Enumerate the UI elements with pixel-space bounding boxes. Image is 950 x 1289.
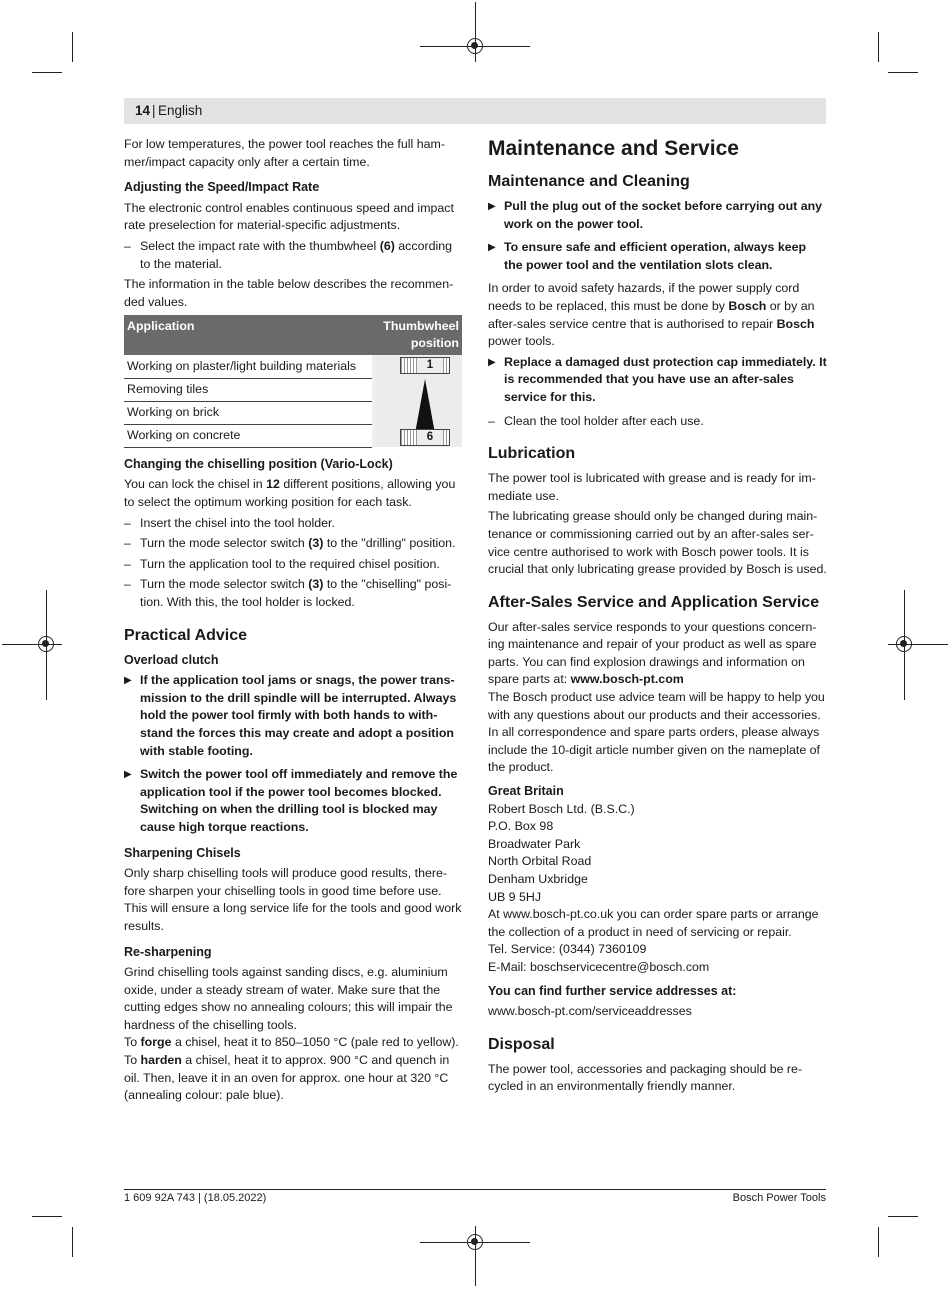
crop-mark xyxy=(888,1216,918,1217)
sharpen-heading: Sharpening Chisels xyxy=(124,845,241,860)
gb-text: At www.bosch-pt.co.uk you can order spare parts or arrange the collection of a product in need of servicing or repair. xyxy=(488,907,819,939)
vario-step: – Turn the mode selector switch (3) to the "chiselling" position. With this, the tool holder is locked. xyxy=(124,576,464,611)
table-row xyxy=(124,355,462,378)
table-cell: Working on plaster/light building materials xyxy=(124,355,372,378)
page-number: 14 xyxy=(135,103,151,118)
further-link[interactable]: www.bosch-pt.com/serviceaddresses xyxy=(488,1004,692,1019)
speed-text: The electronic control enables continuous speed and impact rate preselection for material-specific adjustments. xyxy=(124,200,454,233)
thumbwheel-icon: 6 xyxy=(400,429,450,446)
table-intro: The information in the table below describes the recommended values. xyxy=(124,277,454,309)
intro-text: For low temperatures, the power tool reaches the full hammer/impact capacity only after a certain time. xyxy=(124,137,445,169)
address-line: Robert Bosch Ltd. (B.S.C.) xyxy=(488,801,635,816)
address-line: North Orbital Road xyxy=(488,854,592,869)
registration-target-icon xyxy=(467,1234,483,1250)
service-text: In all correspondence and spare parts orders, please always include the 10‑digit article number given on the nameplate of the product. xyxy=(488,725,821,775)
vario-step: – Turn the mode selector switch (3) to the "drilling" position. xyxy=(124,535,464,553)
disposal-heading: Disposal xyxy=(488,1035,555,1053)
address-line: Broadwater Park xyxy=(488,836,581,851)
sharpen-text: Only sharp chiselling tools will produce good results, therefore sharpen your chiselling tools in good time before use. This will ensure a long service life for the tools and good work results. xyxy=(124,866,462,933)
table-header-application: Application xyxy=(124,315,372,355)
header-separator: | xyxy=(152,103,156,118)
vario-step: – Turn the application tool to the required chisel position. xyxy=(124,556,464,574)
gb-tel: Tel. Service: (0344) 7360109 xyxy=(488,942,647,957)
address-line: UB 9 5HJ xyxy=(488,889,542,904)
cleaning-heading: Maintenance and Cleaning xyxy=(488,173,690,190)
address-line: Denham Uxbridge xyxy=(488,872,588,886)
impact-rate-table xyxy=(124,315,462,448)
service-link[interactable]: www.bosch-pt.com xyxy=(570,672,684,687)
address-line: P.O. Box 98 xyxy=(488,819,554,834)
left-column xyxy=(124,136,464,1108)
resharpen-text: Grind chiselling tools against sanding discs, e.g. aluminium oxide, under a steady stream of water. Make sure that the cutting edges show no annealing colours; this will impair the hardness of the chiselling tools. xyxy=(124,965,453,1032)
crop-mark xyxy=(878,32,879,62)
table-cell: Working on brick xyxy=(124,401,372,424)
page-header xyxy=(124,98,826,124)
overload-heading: Overload clutch xyxy=(124,652,219,667)
speed-step: – Select the impact rate with the thumbwheel (6) according to the material. xyxy=(124,238,464,273)
footer-doc-number: 1 609 92A 743 | (18.05.2022) xyxy=(124,1192,267,1204)
lube-heading: Lubrication xyxy=(488,445,576,463)
crop-mark xyxy=(72,32,73,62)
footer-rule xyxy=(124,1189,826,1190)
crop-mark xyxy=(72,1227,73,1257)
vario-step: – Insert the chisel into the tool holder. xyxy=(124,515,464,533)
registration-target-icon xyxy=(38,636,54,652)
resharpen-heading: Re-sharpening xyxy=(124,944,212,959)
crop-mark xyxy=(878,1227,879,1257)
page-language: English xyxy=(158,103,203,118)
table-cell: Removing tiles xyxy=(124,378,372,401)
vario-text: You can lock the chisel in 12 different positions, allowing you to select the optimum working position for each task. xyxy=(124,477,456,510)
warning-item: ▶ Pull the plug out of the socket before carrying out any work on the power tool. xyxy=(488,198,828,233)
warning-item: ▶ To ensure safe and efficient operation, always keep the power tool and the ventilation slots clean. xyxy=(488,239,828,274)
further-heading: You can find further service addresses at: xyxy=(488,983,737,998)
warning-item: ▶ Replace a damaged dust protection cap immediately. It is recommended that you have use an after-sales service for this. xyxy=(488,354,828,407)
speed-heading: Adjusting the Speed/Impact Rate xyxy=(124,180,320,195)
maintenance-heading: Maintenance and Service xyxy=(488,137,739,160)
warning-item: ▶ Switch the power tool off immediately and remove the application tool if the power tool becomes blocked. Switching on when the drilling tool is blocked may cause high torque reactions. xyxy=(124,766,464,836)
thumbwheel-diagram xyxy=(372,355,462,447)
vario-heading: Changing the chiselling position (Vario-Lock) xyxy=(124,456,393,471)
registration-target-icon xyxy=(467,38,483,54)
service-text: The Bosch product use advice team will be happy to help you with any questions about our products and their accessories. xyxy=(488,690,825,722)
forge-text: To forge a chisel, heat it to 850–1050 °C (pale red to yellow). xyxy=(124,1035,459,1050)
practical-heading: Practical Advice xyxy=(124,626,248,644)
thumbwheel-icon: 1 xyxy=(400,357,450,374)
gb-mail: E-Mail: boschservicecentre@bosch.com xyxy=(488,959,710,974)
crop-mark xyxy=(32,1216,62,1217)
service-text: Our after-sales service responds to your questions concerning maintenance and repair of your product as well as spare parts. You can find explosion drawings and information on spare parts at: www.bosch-pt.com xyxy=(488,619,817,687)
crop-mark xyxy=(32,72,62,73)
right-column xyxy=(488,136,828,1099)
cord-text: In order to avoid safety hazards, if the power supply cord needs to be replaced, this must be done by Bosch or by an after-sales service centre that is authorised to repair Bosch power tools. xyxy=(488,281,815,349)
gb-heading: Great Britain xyxy=(488,784,564,799)
crop-mark xyxy=(888,72,918,73)
footer-brand: Bosch Power Tools xyxy=(732,1192,826,1204)
registration-target-icon xyxy=(896,636,912,652)
table-header-thumbwheel: Thumbwheel position xyxy=(372,315,462,355)
warning-item: ▶ If the application tool jams or snags, the power transmission to the drill spindle will be interrupted. Always hold the power tool firmly with both hands to withstand the forces this may create and adopt a position with stable footing. xyxy=(124,672,464,760)
disposal-text: The power tool, accessories and packaging should be recycled in an environmentally friendly manner. xyxy=(488,1061,803,1094)
table-cell: Working on concrete xyxy=(124,424,372,447)
lube-text: The lubricating grease should only be changed during maintenance or commissioning carried out by an after-sales service centre authorised to work with Bosch power tools. It is crucial that only lubricating grease provided by Bosch is used. xyxy=(488,509,827,577)
lube-text: The power tool is lubricated with grease and is ready for immediate use. xyxy=(488,471,816,503)
harden-text: To harden a chisel, heat it to approx. 900 °C and quench in oil. Then, leave it in an oven for approx. one hour at 320 °C (annealing colour: pale blue). xyxy=(124,1053,450,1103)
service-heading: After-Sales Service and Application Service xyxy=(488,593,820,611)
clean-step: – Clean the tool holder after each use. xyxy=(488,413,828,431)
